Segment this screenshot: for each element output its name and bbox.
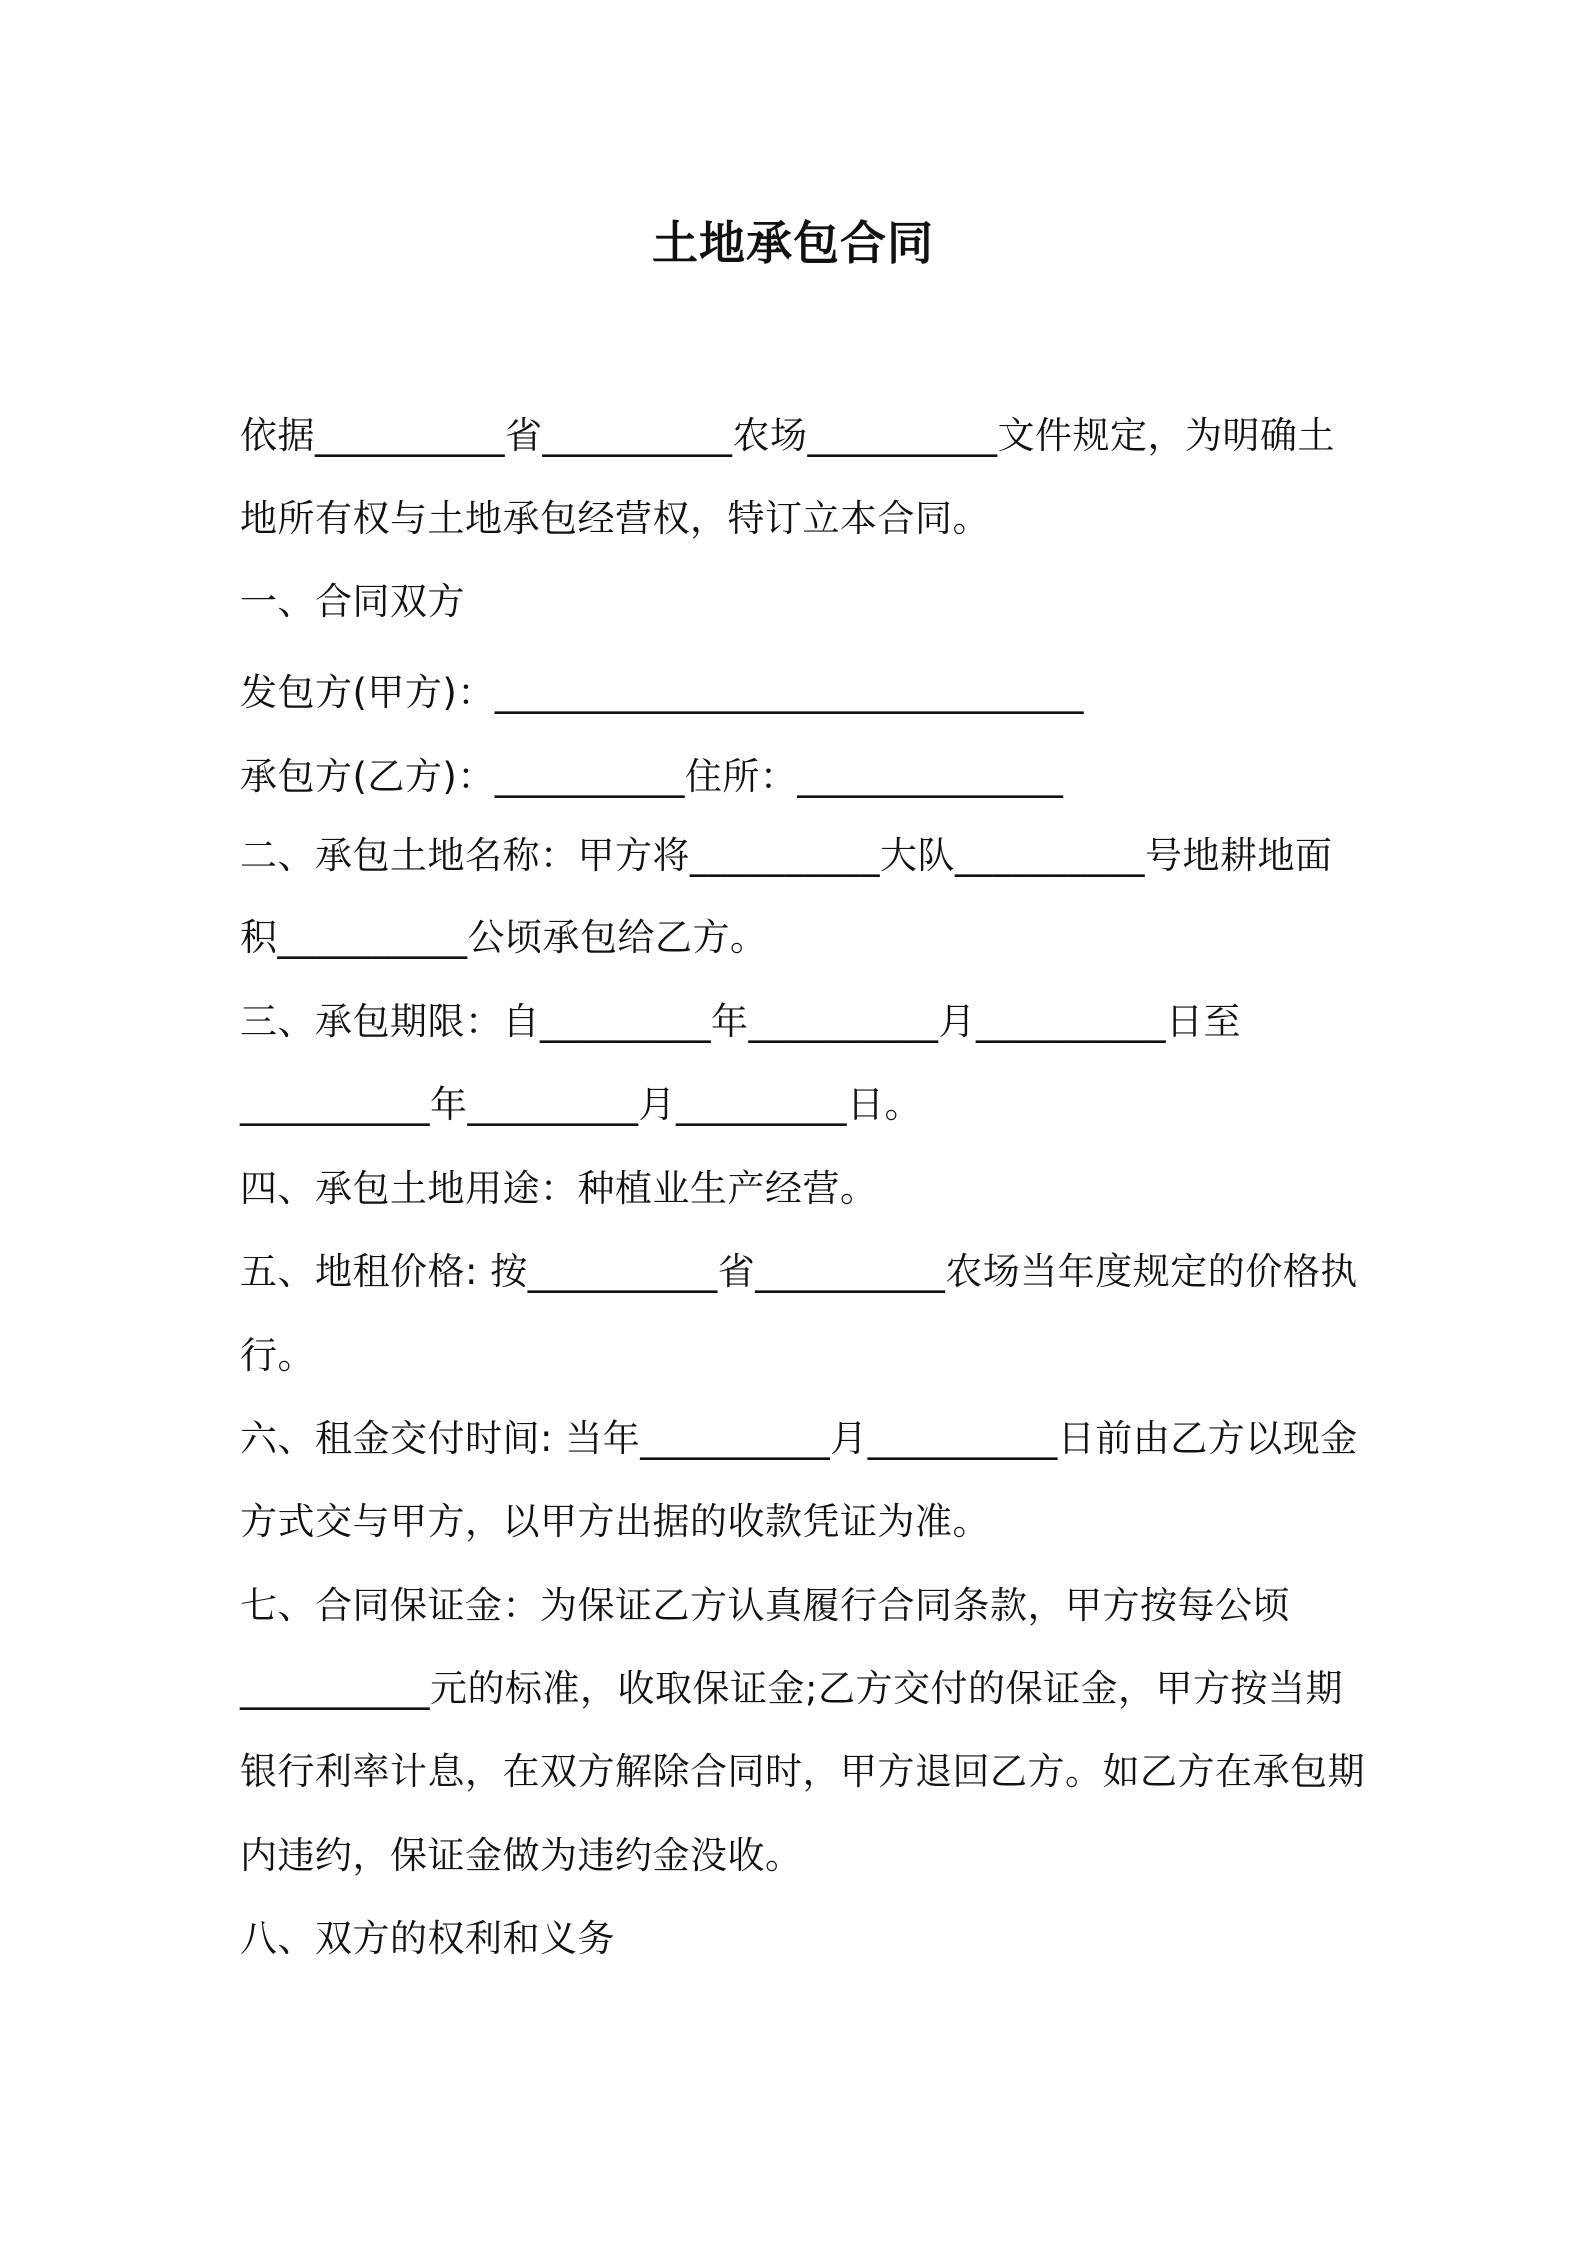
clause-line: 行。	[240, 1334, 315, 1377]
clause-line: 发包方(甲方)：_______________________________	[240, 671, 1084, 714]
clause-line: 承包方(乙方)：__________住所：______________	[240, 755, 1064, 798]
section-heading: 八、双方的权利和义务	[240, 1917, 615, 1960]
document-title: 土地承包合同	[652, 216, 934, 270]
clause-line: 方式交与甲方，以甲方出据的收款凭证为准。	[240, 1500, 990, 1543]
clause-line: 三、承包期限：自_________年__________月__________日至	[240, 1000, 1241, 1043]
clause-line: 地所有权与土地承包经营权，特订立本合同。	[240, 497, 990, 540]
clause-line: 积__________公顷承包给乙方。	[240, 916, 768, 959]
clause-line: 银行利率计息，在双方解除合同时，甲方退回乙方。如乙方在承包期	[240, 1750, 1365, 1793]
clause-line: __________元的标准，收取保证金;乙方交付的保证金，甲方按当期	[240, 1667, 1343, 1710]
clause-line: 四、承包土地用途：种植业生产经营。	[240, 1167, 878, 1210]
clause-line: 七、合同保证金：为保证乙方认真履行合同条款，甲方按每公顷	[240, 1584, 1290, 1627]
clause-line: 六、租金交付时间: 当年__________月__________日前由乙方以现金	[240, 1417, 1358, 1460]
clause-line: 五、地租价格: 按__________省__________农场当年度规定的价格执	[240, 1250, 1358, 1293]
clause-line: 二、承包土地名称：甲方将__________大队__________号地耕地面	[240, 834, 1333, 877]
clause-line: __________年_________月_________日。	[240, 1083, 922, 1126]
section-heading: 一、合同双方	[240, 580, 465, 623]
clause-line: 依据__________省__________农场__________文件规定，为明确土	[240, 414, 1335, 457]
clause-line: 内违约，保证金做为违约金没收。	[240, 1834, 803, 1877]
